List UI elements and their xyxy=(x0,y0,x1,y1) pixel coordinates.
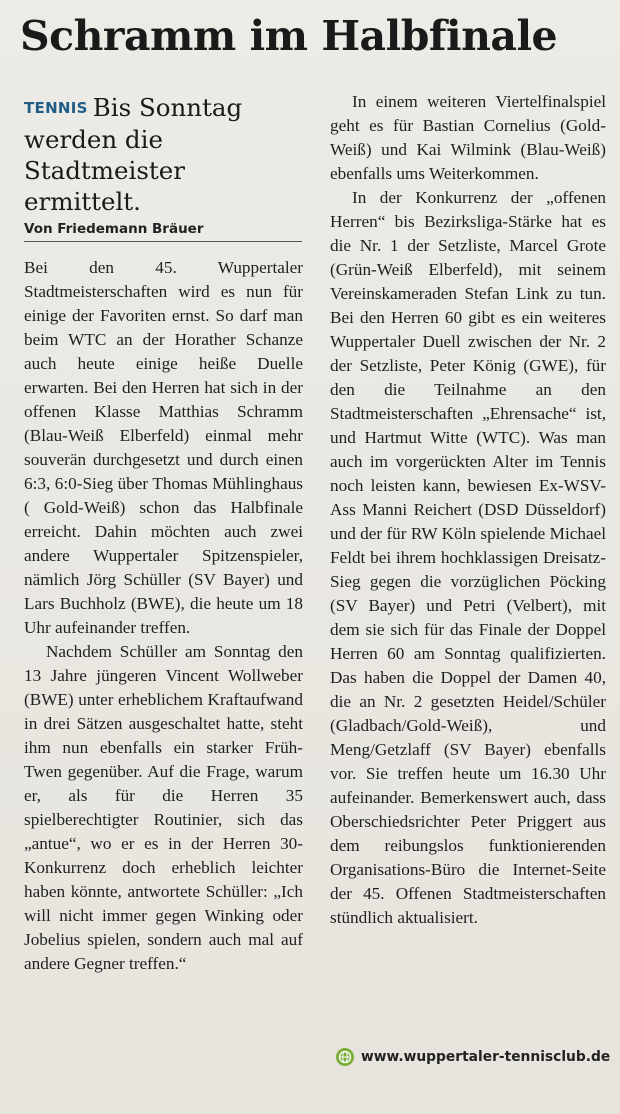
article-column-left xyxy=(24,256,303,976)
byline-divider xyxy=(24,241,302,242)
article-paragraph: In einem weiteren Viertelfinalspiel geht es für Bastian Cornelius (Gold-Weiß) und Kai Wilmink (Blau-Weiß) ebenfalls ums Weiterkommen. xyxy=(330,92,606,183)
article-paragraph: Bei den 45. Wuppertaler Stadtmeisterschaften wird es nun für einige der Favoriten ernst. So darf man beim WTC an der Horather Schanze auch heute einige heiße Duelle erwarten. Bei den Herren hat sich in der offenen Klasse Matthias Schramm (Blau-Weiß Elberfeld) einmal mehr souverän durchgesetzt und durch einen 6:3, 6:0-Sieg über Thomas Mühlinghaus ( Gold-Weiß) schon das Halbfinale erreicht. Dahin möchten auch zwei andere Wuppertaler Spitzenspieler, nämlich Jörg Schüller (SV Bayer) und Lars Buchholz (BWE), die heute um 18 Uhr aufeinander treffen. xyxy=(24,258,303,637)
byline: Von Friedemann Bräuer xyxy=(24,221,204,237)
website-reference xyxy=(336,1046,610,1068)
section-kicker: TENNIS xyxy=(24,99,88,117)
headline: Schramm im Halbfinale xyxy=(20,12,558,60)
article-paragraph: In der Konkurrenz der „offenen Herren“ bis Bezirksliga-Stärke hat es die Nr. 1 der Setzliste, Marcel Grote (Grün-Weiß Elberfeld), mit seinem Vereinskameraden Stefan Link zu tun. Bei den Herren 60 gibt es ein weiteres Wuppertaler Duell zwischen der Nr. 2 der Setzliste, Peter König (GWE), für den die Teilnahme an den Stadtmeisterschaften „Ehrensache“ ist, und Hartmut Witte (WTC). Was man auch im vorgerückten Alter im Tennis noch leisten kann, bewiesen Ex-WSV-Ass Manni Reichert (DSD Düsseldorf) und der für RW Köln spielende Michael Feldt bei ihrem hochklassigen Dreisatz-Sieg gegen die vorzüglichen Pöcking (SV Bayer) und Petri (Velbert), mit dem sie sich für das Finale der Doppel Herren 60 am Sonntag qualifizierten. Das haben die Doppel der Damen 40, die an Nr. 2 gesetzten Heidel/Schüler (Gladbach/Gold-Weiß), und Meng/Getzlaff (SV Bayer) ebenfalls vor. Sie treffen heute um 16.30 Uhr aufeinander. Bemerkenswert auch, dass Oberschiedsrichter Peter Priggert aus dem reibungslos funktionierenden Organisations-Büro die Internet-Seite der 45. Offenen Stadtmeisterschaften stündlich aktualisiert. xyxy=(330,188,606,927)
subheadline xyxy=(24,92,306,217)
website-url: www.wuppertaler-tennisclub.de xyxy=(361,1049,611,1065)
globe-icon xyxy=(336,1048,354,1066)
article-paragraph: Nachdem Schüller am Sonntag den 13 Jahre jüngeren Vincent Wollweber (BWE) unter erheblichem Kraftaufwand in drei Sätzen ausgeschaltet hatte, steht ihm nun ebenfalls ein starker Früh-Twen gegenüber. Auf die Frage, warum er, als für die Herren 35 spielberechtigter Routinier, sich das „antue“, wo er es in der Herren 30-Konkurrenz doch erheblich leichter haben könnte, antwortete Schüller: „Ich will nicht immer gegen Winking oder Jobelius spielen, sondern auch mal auf andere Gegner treffen.“ xyxy=(24,642,303,973)
article-column-right xyxy=(330,90,606,930)
subheadline-text: Bis Sonntag werden die Stadtmeister ermittelt. xyxy=(24,93,243,216)
